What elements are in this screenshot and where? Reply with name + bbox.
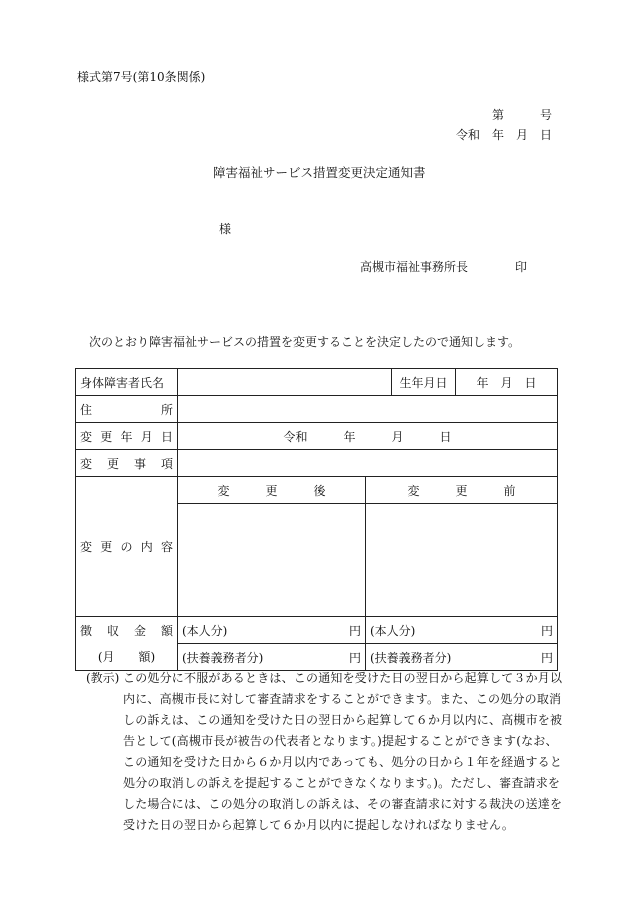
fee-sub-label: (月 額) [76,644,178,671]
after-content-field[interactable] [178,504,366,617]
self-label: (本人分) [370,623,416,638]
supporter-label: (扶養義務者分) [182,650,264,665]
address-label: 住 所 [76,396,178,423]
addressee-suffix: 様 [219,222,232,236]
name-field[interactable] [178,369,392,396]
before-content-field[interactable] [366,504,558,617]
supporter-label: (扶養義務者分) [370,650,452,665]
change-date-label: 変 更 年 月 日 [76,423,178,450]
fee-supporter-after[interactable] [178,644,366,671]
row-address [76,396,558,423]
yen-unit: 円 [540,623,553,638]
row-name [76,369,558,396]
change-item-field[interactable] [178,450,558,477]
fee-label: 徴 収 金 額 [76,617,178,644]
row-fee-supporter [76,644,558,671]
fee-supporter-before[interactable] [366,644,558,671]
after-header: 変 更 後 [178,477,366,504]
decision-table [75,368,558,671]
fee-self-before[interactable] [366,617,558,644]
document-number: 第 号 [492,108,553,122]
row-fee-self [76,617,558,644]
intro-text: 次のとおり障害福祉サービスの措置を変更することを決定したので通知します。 [89,335,521,349]
row-content-header [76,477,558,504]
yen-unit: 円 [540,650,553,665]
birth-label: 生年月日 [392,369,456,396]
notice-heading: (教示) [86,671,120,685]
row-change-item [76,450,558,477]
yen-unit: 円 [348,623,361,638]
self-label: (本人分) [182,623,228,638]
seal-mark: 印 [515,260,528,274]
form-number: 様式第7号(第10条関係) [77,70,206,84]
document-title: 障害福祉サービス措置変更決定通知書 [213,165,426,180]
change-date-field[interactable]: 令和 年 月 日 [178,423,558,450]
issuer-name: 高槻市福祉事務所長 [360,260,469,274]
notice-text: この処分に不服があるときは、この通知を受けた日の翌日から起算して３か月以内に、高槻市長に対して審査請求をすることができます。また、この処分の取消しの訴えは、この通知を受けた日の翌日から起算して６か月以内に、高槻市を被告として(高槻市長が被告の代表者となります。)提起することができます(なお、この通知を受けた日から６か月以内であっても、処分の日から１年を経過すると処分の取消しの訴えを提起することができなくなります。)。ただし、審査請求をした場合には、この処分の取消しの訴えは、その審査請求に対する裁決の送達を受けた日の翌日から起算して６か月以内に提起しなければなりません。 [123,671,563,832]
change-item-label: 変 更 事 項 [76,450,178,477]
content-label: 変 更 の 内 容 [76,477,178,617]
name-label: 身体障害者氏名 [76,369,178,396]
fee-self-after[interactable] [178,617,366,644]
birth-field[interactable]: 年 月 日 [456,369,558,396]
row-change-date [76,423,558,450]
before-header: 変 更 前 [366,477,558,504]
document-date: 令和 年 月 日 [456,128,553,142]
address-field[interactable] [178,396,558,423]
yen-unit: 円 [348,650,361,665]
legal-notice [86,668,566,836]
